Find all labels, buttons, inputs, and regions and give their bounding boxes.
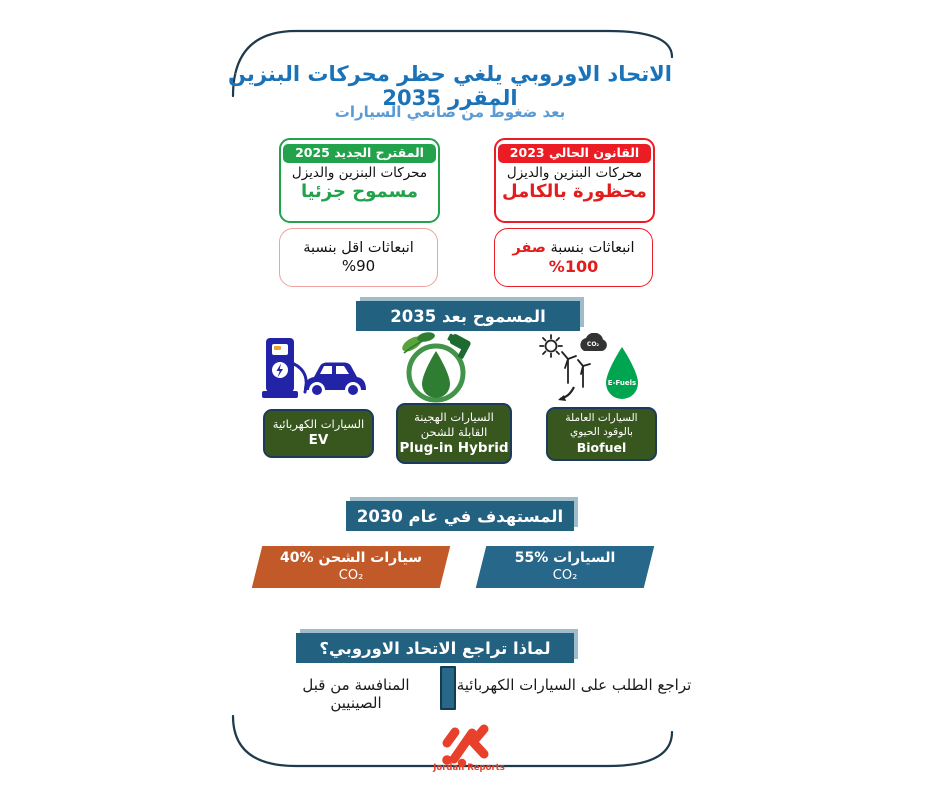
page-title: الاتحاد الاوروبي يلغي حظر محركات البنزين المقرر 2035 [228, 62, 672, 110]
jordan-reports-wordmark: Jordan Reports [433, 763, 505, 773]
current-law-2023-box [494, 138, 655, 223]
trucks-target-label: سيارات الشحن %40 [280, 550, 422, 567]
hybrid-label-en: Plug-in Hybrid [399, 439, 509, 456]
reasons-divider-bar [440, 666, 456, 710]
ev-label-box [263, 409, 374, 458]
current-law-line1: محركات البنزين والديزل [506, 165, 643, 182]
efuels-drop-label: E-Fuels [607, 379, 637, 387]
allowed-after-2035-banner: المسموح بعد 2035 [356, 301, 580, 331]
biofuel-label-en: Biofuel [576, 439, 627, 455]
hybrid-label-ar2: القابلة للشحن [420, 424, 488, 439]
proposal-note-value: %90 [341, 257, 376, 275]
ev-charger-car-icon [262, 336, 368, 400]
jordan-reports-logo [437, 719, 501, 767]
hybrid-label-ar1: السيارات الهجينة [414, 409, 494, 424]
current-law-note-value: %100 [548, 256, 599, 276]
why-retreat-banner: لماذا تراجع الاتحاد الاوروبي؟ [296, 633, 574, 663]
current-law-note-text: انبعاثات بنسبة [550, 239, 635, 256]
cars-target-co2: CO₂ [552, 567, 578, 583]
proposal-line1: محركات البنزين والديزل [291, 165, 428, 182]
cars-co2-target-shape [476, 546, 654, 588]
hybrid-leaf-drop-icon [398, 331, 474, 403]
current-law-note-highlight: صفر [512, 239, 546, 256]
trucks-target-co2: CO₂ [338, 567, 364, 583]
proposal-tag: المقترح الجديد 2025 [283, 144, 436, 163]
efuels-biofuel-icon [538, 333, 642, 403]
reason-chinese-competition: المنافسة من قبل الصينيين [302, 676, 410, 712]
svg-text:CO₂: CO₂ [586, 341, 600, 348]
page-subtitle: بعد ضغوط من صانعي السيارات [334, 103, 566, 121]
current-law-tag: القانون الحالي 2023 [498, 144, 651, 163]
proposal-note-text: انبعاثات اقل بنسبة [303, 240, 414, 256]
current-law-status: محظورة بالكامل [502, 180, 647, 202]
cars-target-label: السيارات %55 [514, 550, 616, 567]
proposal-2025-box [279, 138, 440, 223]
proposal-emissions-note [279, 228, 438, 287]
biofuel-label-ar1: السيارات العاملة [565, 412, 638, 425]
hybrid-label-box [396, 403, 512, 464]
current-law-note-line [495, 240, 652, 256]
ev-label-en: EV [308, 432, 329, 449]
current-law-emissions-note [494, 228, 653, 287]
target-2030-banner: المستهدف في عام 2030 [346, 501, 574, 531]
proposal-status: مسموح جزئيا [300, 180, 419, 202]
biofuel-label-box [546, 407, 657, 461]
trucks-co2-target-shape [252, 546, 450, 588]
biofuel-label-ar2: بالوقود الحيوي [570, 425, 633, 438]
ev-label-ar: السيارات الكهربائية [272, 417, 365, 432]
reason-demand-decline: تراجع الطلب على السيارات الكهربائية [456, 676, 692, 694]
